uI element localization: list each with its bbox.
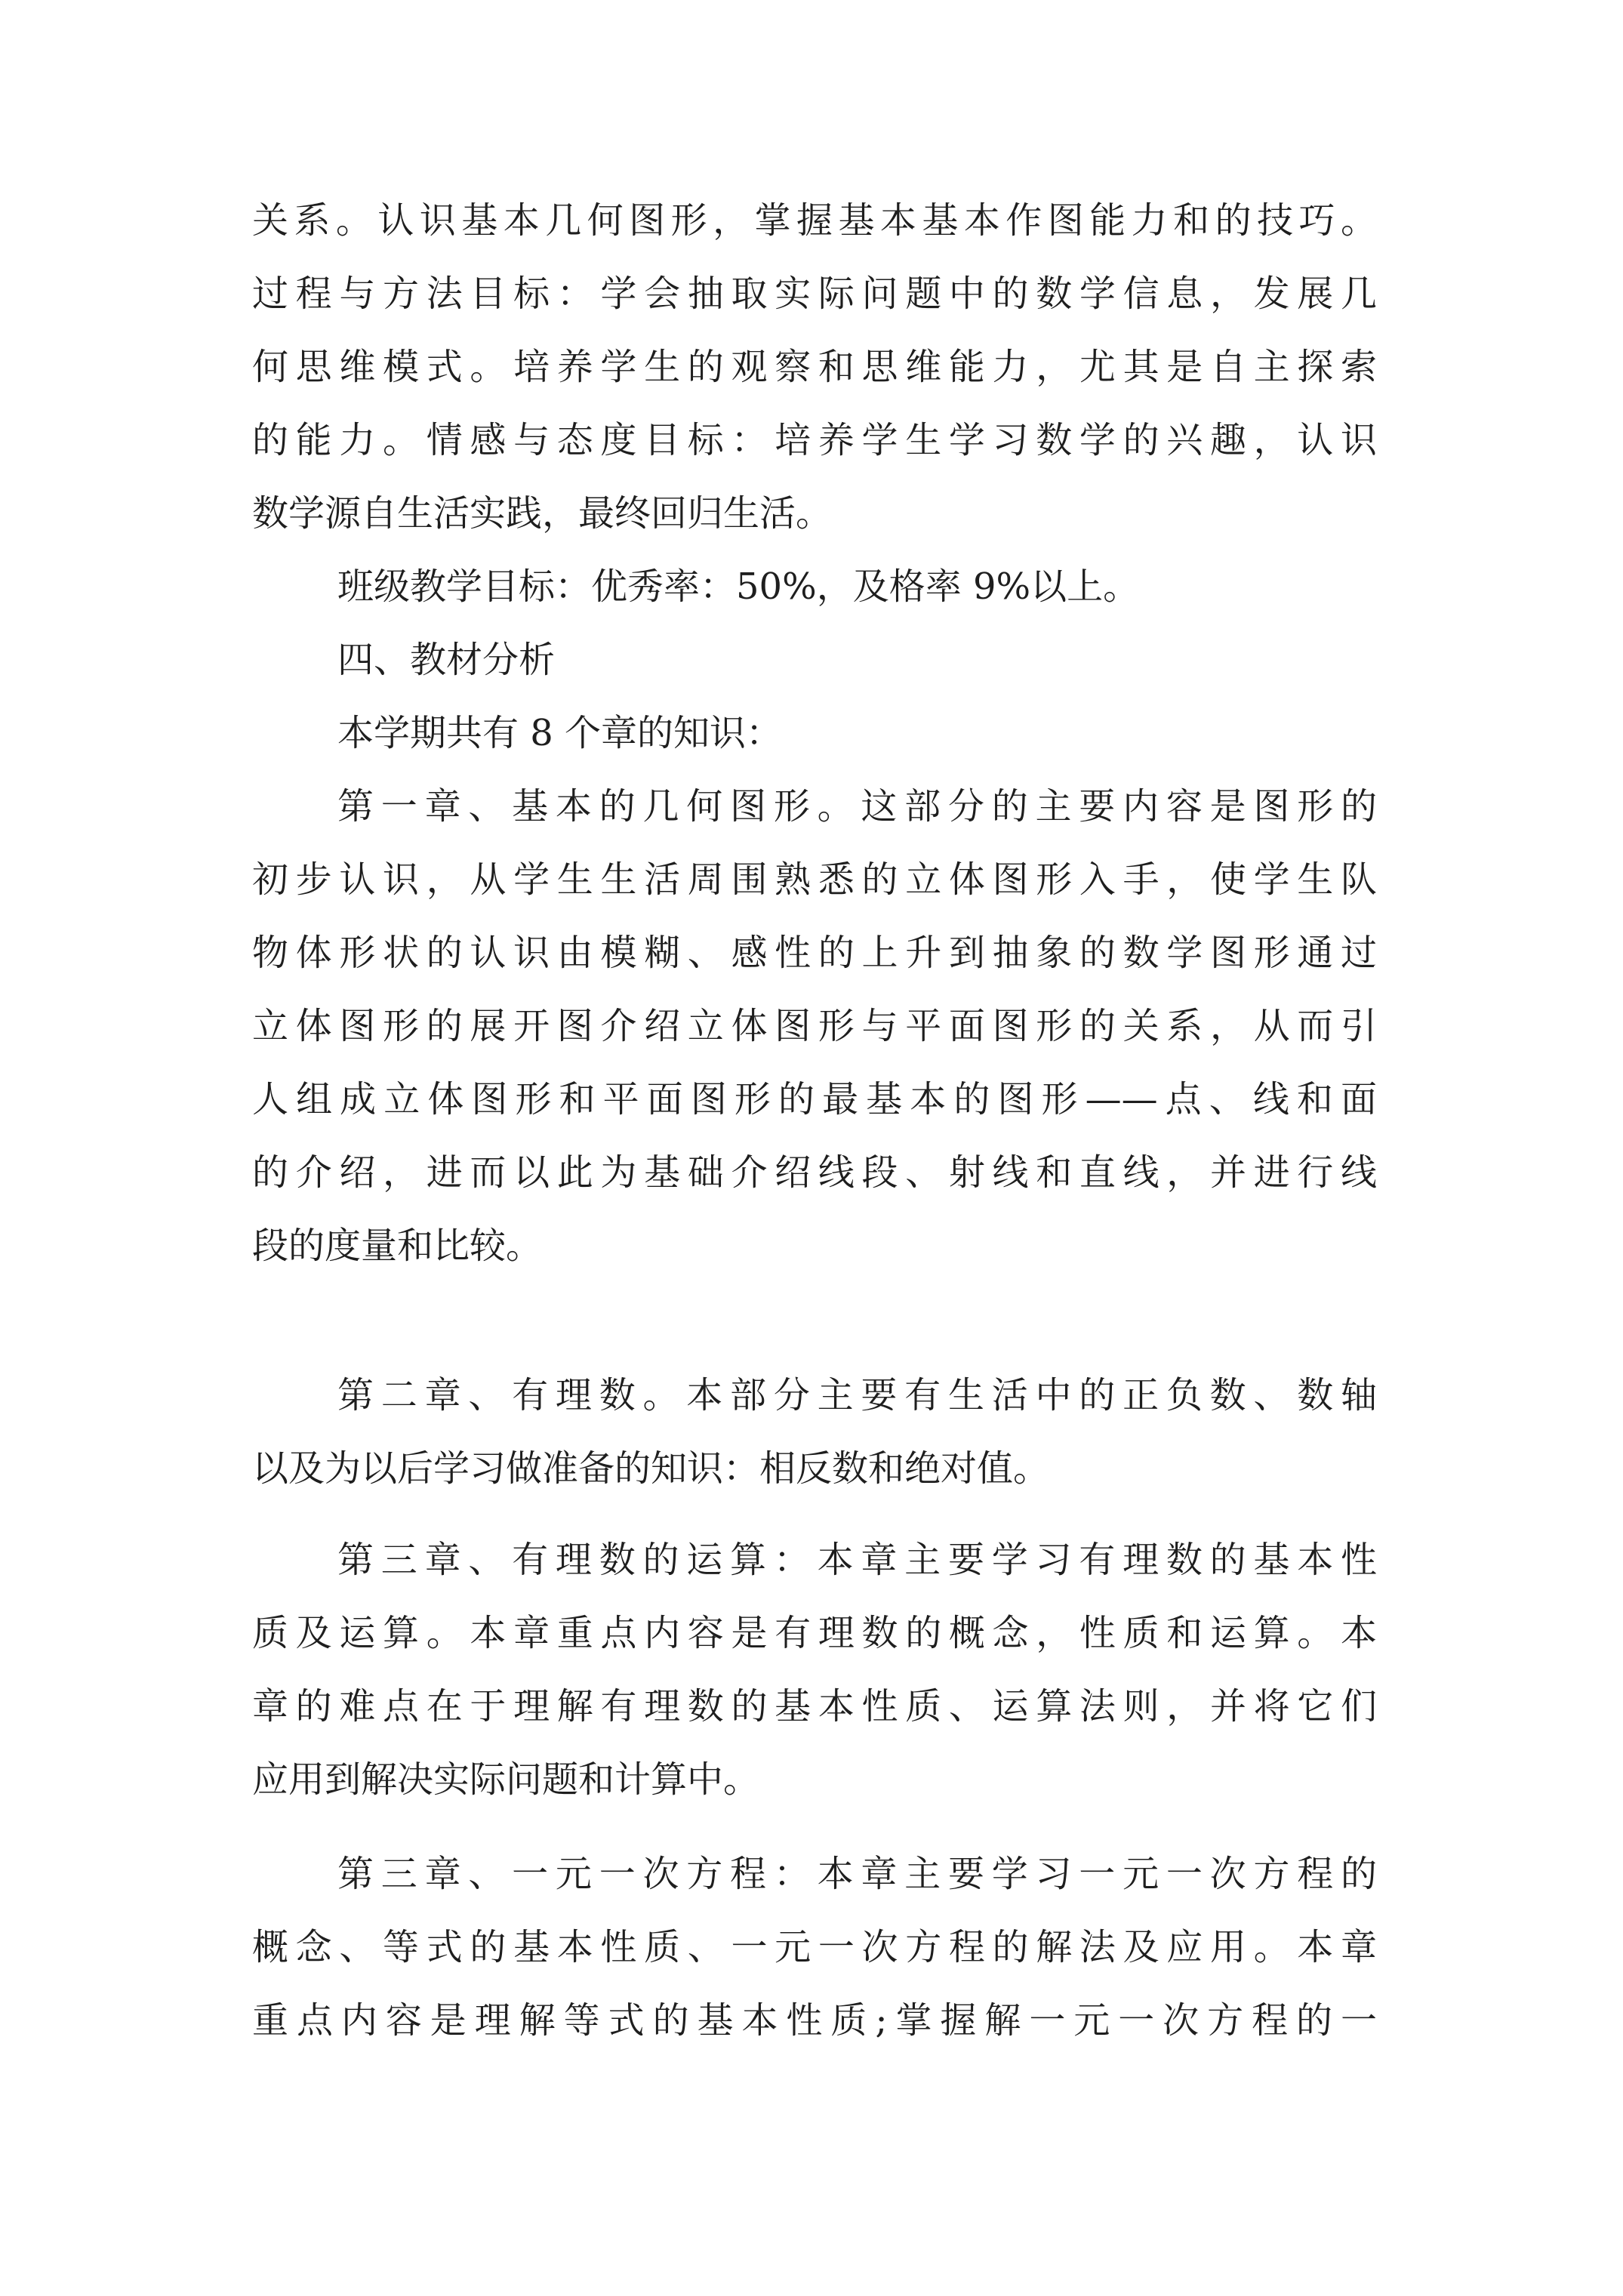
chapter-3b-block: [252, 1838, 1377, 2057]
goals-and-chapter-1-block: [252, 184, 1377, 1283]
chapter-2-line: 第二章、有理数。本部分主要有生活中的正负数、数轴: [337, 1374, 1377, 1416]
body-line: 立体图形的展开图介绍立体图形与平面图形的关系，从而引: [252, 1005, 1377, 1047]
section-heading: 四、教材分析: [337, 639, 556, 681]
body-line: 物体形状的认识由模糊、感性的上升到抽象的数学图形通过: [252, 932, 1377, 974]
body-line: 以及为以后学习做准备的知识：相反数和绝对值。: [252, 1447, 1050, 1490]
body-line: 应用到解决实际问题和计算中。: [252, 1758, 760, 1801]
body-line: 段的度量和比较。: [252, 1225, 543, 1267]
body-line: 本学期共有 8 个章的知识：: [337, 712, 783, 754]
chapter-2-block: [252, 1359, 1377, 1505]
chapter-3a-block: [252, 1524, 1377, 1817]
body-line: 数学源自生活实践，最终回归生活。: [252, 492, 833, 535]
body-line: 过程与方法目标：学会抽取实际问题中的数学信息，发展几: [252, 273, 1377, 315]
body-line: 关系。认识基本几何图形，掌握基本基本作图能力和的技巧。: [252, 199, 1377, 242]
body-line: 概念、等式的基本性质、一元一次方程的解法及应用。本章: [252, 1926, 1377, 1968]
chapter-3a-line: 第三章、有理数的运算：本章主要学习有理数的基本性: [337, 1539, 1377, 1581]
body-line: 章的难点在于理解有理数的基本性质、运算法则，并将它们: [252, 1685, 1377, 1727]
body-line: 人组成立体图形和平面图形的最基本的图形——点、线和面: [252, 1078, 1377, 1120]
body-line: 的能力。情感与态度目标：培养学生学习数学的兴趣，认识: [252, 419, 1377, 461]
body-line: 何思维模式。培养学生的观察和思维能力，尤其是自主探索: [252, 346, 1377, 388]
body-line: 的介绍，进而以此为基础介绍线段、射线和直线，并进行线: [252, 1151, 1377, 1194]
body-line: 初步认识，从学生生活周围熟悉的立体图形入手，使学生队: [252, 858, 1377, 901]
body-line: 重点内容是理解等式的基本性质;掌握解一元一次方程的一: [252, 1999, 1377, 2042]
class-target-line: 班级教学目标：优秀率：50%，及格率 9%以上。: [337, 566, 1140, 608]
body-line: 质及运算。本章重点内容是有理数的概念，性质和运算。本: [252, 1612, 1377, 1654]
chapter-1-line: 第一章、基本的几何图形。这部分的主要内容是图形的: [337, 785, 1377, 827]
chapter-3b-line: 第三章、一元一次方程：本章主要学习一元一次方程的: [337, 1853, 1377, 1895]
